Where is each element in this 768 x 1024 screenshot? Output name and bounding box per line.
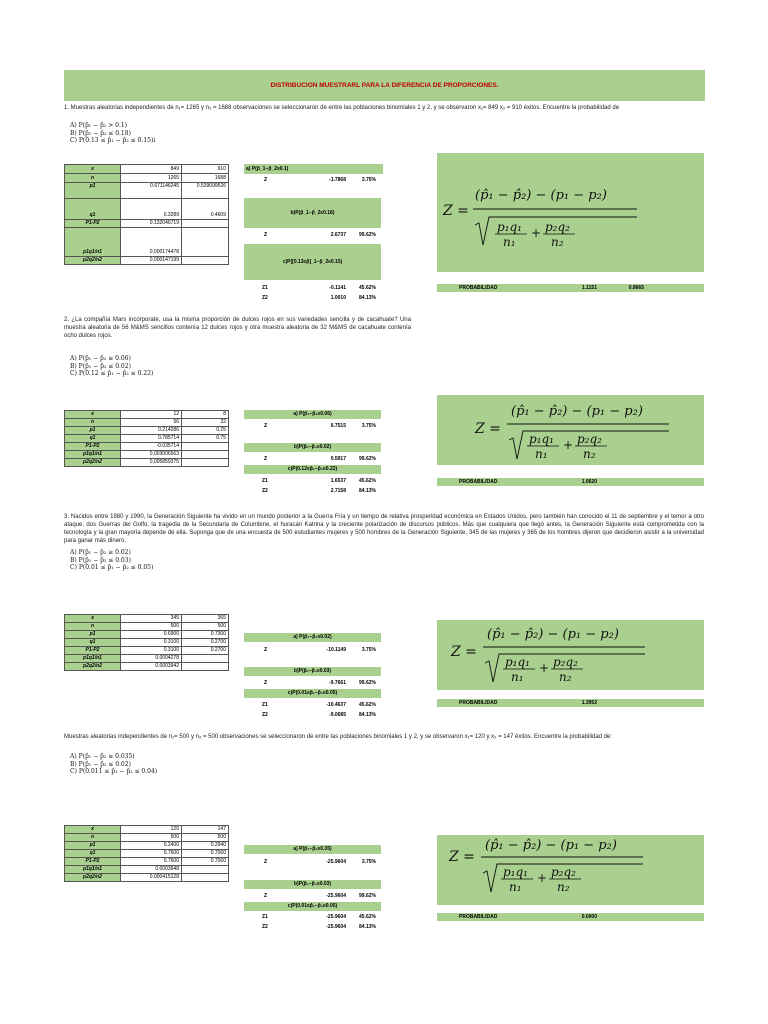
part-a-header: a) P(p̂₁−p̂₂≥0.06) <box>244 410 381 419</box>
cell: 0.2700 <box>182 639 229 647</box>
option-a: A) P(p̂₁ − p̂₂ ≥ 0.02) <box>70 549 131 556</box>
cell <box>182 459 229 467</box>
option-a: A) P(p̂₁ − p̂₂ ≥ 0.06) <box>70 355 131 362</box>
z-value: -1.7868 <box>329 177 346 183</box>
cell: 0.785714 <box>121 435 182 443</box>
probability-value: 1.3952 <box>581 700 597 706</box>
cell: 0.0003648 <box>121 866 182 874</box>
problem-1-data-table <box>64 164 229 265</box>
formula-lhs: Z = <box>443 203 469 219</box>
row-label: p1 <box>65 842 121 850</box>
z-formula-box <box>437 835 704 905</box>
z-value: -10.1149 <box>326 647 346 653</box>
cell: 500 <box>121 623 182 631</box>
z-label: Z <box>264 859 268 865</box>
formula-f2n: p₂q₂ <box>551 865 576 879</box>
z-label: Z2 <box>262 295 268 301</box>
row-label: p2q2/n2 <box>65 257 121 265</box>
cell: 0.132046719 <box>121 220 182 228</box>
probability-bar <box>437 284 704 292</box>
row-label: x <box>65 826 121 834</box>
cell <box>182 443 229 451</box>
row-label: p1 <box>65 631 121 639</box>
page-title: DISTRIBUCION MUESTRARL PARA LA DIFERENCIA DE PROPORCIONES. <box>64 70 705 101</box>
formula-num: (p̂₁ − p̂₂) − (p₁ − p₂) <box>485 838 617 853</box>
row-label: p2q2/n2 <box>65 663 121 671</box>
z-value: -10.4637 <box>326 702 346 708</box>
cell: 12 <box>121 411 182 419</box>
probability-label: PROBABILIDAD <box>459 700 498 706</box>
formula-num: (p̂₁ − p̂₂) − (p₁ − p₂) <box>511 404 643 419</box>
row-label: x <box>65 165 121 174</box>
formula-f1n: p₁q₁ <box>529 432 554 446</box>
probability-percent: 3.75% <box>361 177 376 183</box>
problem-3-statement: 3. Nacidos entre 1980 y 1990, la Generación Siguiente ha vivido en un mundo posterior a la Guerra Fría y un tiempo de relativa prosperidad económica en Estados Unidos, pero también han conocido el 11 de septiembre y el temor a otro ataque, dos Guerras del Golfo, la tragedia de la Secundaria de Columbine, el huracán Katrina y la creciente polarización de discursos públicos. Más que cualquiera que llegó antes, la Generación Siguiente está comprometida con la tecnología y la gran mayoría depende de ella. Suponga que de una encuesta de 500 estudiantes mujeres y 500 hombres de la Generación Siguiente, 345 de las mujeres y 365 de los hombres dijeron que decidieron asistir a la universidad para ganar más dinero. <box>64 514 704 544</box>
option-b: B) P(p̂₁ − p̂₂ ≤ 0.03) <box>70 556 131 564</box>
cell <box>182 874 229 882</box>
z-label: Z <box>264 647 268 653</box>
row-label: p1q1/n1 <box>65 228 121 257</box>
cell: 0.7600 <box>121 850 182 858</box>
row-label: p1 <box>65 183 121 199</box>
probability-label: PROBABILIDAD <box>459 479 498 485</box>
cell: 1265 <box>121 174 182 183</box>
cell <box>182 220 229 228</box>
cell: 0.671146245 <box>121 183 182 199</box>
cell: 0.3289 <box>121 199 182 220</box>
formula-f1d: n₁ <box>509 880 522 894</box>
row-label: P1-P2 <box>65 647 121 655</box>
cell <box>182 655 229 663</box>
cell: 0.25 <box>182 427 229 435</box>
probability-percent: 3.75% <box>361 647 376 653</box>
svg-text:+: + <box>537 871 548 885</box>
probability-value: 0.0000 <box>581 914 597 920</box>
problem-1-options <box>70 122 155 145</box>
cell: 910 <box>182 165 229 174</box>
problem-2-data-table <box>64 410 229 467</box>
option-c: C) P(0.13 ≤ p̂₁ − p̂₂ ≤ 0.15)i <box>70 137 156 144</box>
z-formula-box <box>437 620 704 690</box>
z-value: -25.9604 <box>326 914 346 920</box>
cell: 500 <box>182 623 229 631</box>
formula-f1d: n₁ <box>511 670 524 684</box>
problem-4-data-table <box>64 825 229 882</box>
problem-2-options <box>70 355 153 378</box>
formula-lhs: Z = <box>449 849 475 865</box>
z-value: 1.6537 <box>330 478 346 484</box>
part-b-header: b)P(p̂₁−p̂₂≤0.03) <box>244 667 381 676</box>
probability-value: 1.1151 <box>581 285 597 291</box>
formula-f1d: n₁ <box>535 447 548 461</box>
cell: 500 <box>182 834 229 842</box>
row-label: p1q1/n1 <box>65 655 121 663</box>
cell: 0.005859375 <box>121 459 182 467</box>
row-label: p1 <box>65 427 121 435</box>
z-label: Z <box>264 232 268 238</box>
part-b-header: b)P(p̂₁−p̂₂≤0.02) <box>244 443 381 452</box>
part-c-header: c)P(0.12≤p̂₁−p̂₂≤0.22) <box>244 465 381 474</box>
probability-bar <box>437 478 704 486</box>
probability-percent: 99.62% <box>359 893 376 899</box>
row-label: q1 <box>65 435 121 443</box>
cell: -0.035714 <box>121 443 182 451</box>
cell <box>182 257 229 265</box>
z-label: Z1 <box>262 478 268 484</box>
z-formula-box <box>437 395 704 465</box>
option-c: C) P(0.01 ≤ p̂₁ − p̂₂ ≤ 0.05) <box>70 564 154 571</box>
cell: 849 <box>121 165 182 174</box>
cell: 365 <box>182 615 229 623</box>
cell: 0.214286 <box>121 427 182 435</box>
option-b: B) P(p̂₁ − p̂₂ ≤ 0.02) <box>70 362 131 370</box>
cell: 345 <box>121 615 182 623</box>
part-b-header: b)P(p̂_1−p̂_2≤0.18) <box>244 198 381 228</box>
probability-percent: 84.13% <box>359 295 376 301</box>
cell <box>182 451 229 459</box>
row-label: P1-P2 <box>65 443 121 451</box>
row-label: p2q2/n2 <box>65 459 121 467</box>
cell: 0.0003942 <box>121 663 182 671</box>
z-value: -25.9604 <box>326 859 346 865</box>
part-c-header: c)P(0.01≤p̂₁−p̂₂≤0.05) <box>244 689 381 698</box>
probability-percent: 3.75% <box>361 859 376 865</box>
probability-bar <box>437 699 704 707</box>
row-label: n <box>65 419 121 427</box>
row-label: p2q2/n2 <box>65 874 121 882</box>
cell: 0.539099526 <box>182 183 229 199</box>
cell: 0.75 <box>182 435 229 443</box>
formula-f2d: n₂ <box>559 670 572 684</box>
z-label: Z2 <box>262 924 268 930</box>
row-label: q1 <box>65 199 121 220</box>
formula-num: (p̂₁ − p̂₂) − (p₁ − p₂) <box>487 627 619 642</box>
problem-4-statement: Muestras aleatorias independientes de n₁= 500 y n₂ = 500 observaciones se seleccionaron de entre las poblaciones binomiales 1 y 2, y se observaron x₁= 120 y x₂ = 147 éxitos. Encuentre la probabilidad de: <box>64 734 613 740</box>
option-c: C) P(0.011 ≤ p̂₁ − p̂₂ ≤ 0.04) <box>70 768 158 775</box>
z-label: Z <box>264 456 268 462</box>
problem-1-statement: 1. Muestras aleatorias independientes de n₁= 1265 y n₂ = 1688 observaciones se seleccionaron de entre las poblaciones binomiales 1 y 2, y se observaron x₁= 849 x₂ = 910 éxitos. Encuentre la probabilidad de <box>64 105 620 111</box>
option-b: B) P(p̂₁ − p̂₂ ≤ 0.18) <box>70 129 131 137</box>
row-label: P1-P2 <box>65 858 121 866</box>
cell: 500 <box>121 834 182 842</box>
z-value: -9.7661 <box>329 680 346 686</box>
z-value: 2.6737 <box>330 232 346 238</box>
part-c-header: c)P([0.13≤p̂]_1−p̂_2≤0.15) <box>244 244 381 280</box>
z-label: Z <box>264 680 268 686</box>
cell: 0.4609 <box>182 199 229 220</box>
cell: 120 <box>121 826 182 834</box>
z-value: 6.7515 <box>330 423 346 429</box>
formula-lhs: Z = <box>451 644 477 660</box>
part-c-header: c)P(0.01≤p̂₁−p̂₂≤0.05) <box>244 902 381 911</box>
z-label: Z <box>264 893 268 899</box>
formula-f2d: n₂ <box>557 880 570 894</box>
formula-f2n: p₂q₂ <box>577 432 602 446</box>
z-value: 1.0010 <box>330 295 346 301</box>
cell: 0.7060 <box>182 858 229 866</box>
cell: 8 <box>182 411 229 419</box>
probability-percent: 84.13% <box>359 924 376 930</box>
svg-text:+: + <box>531 226 542 240</box>
cell: 0.2400 <box>121 842 182 850</box>
z-value: -25.9604 <box>326 893 346 899</box>
z-formula <box>437 835 704 905</box>
cell: 0.000147199 <box>121 257 182 265</box>
part-a-header: a) P(p̂₁−p̂₂≥0.02) <box>244 633 381 642</box>
formula-f2d: n₂ <box>583 447 596 461</box>
row-label: x <box>65 615 121 623</box>
cell: 1688 <box>182 174 229 183</box>
cell: 0.7060 <box>182 850 229 858</box>
z-formula <box>437 395 704 465</box>
probability-label: PROBABILIDAD <box>459 285 498 291</box>
cell <box>182 663 229 671</box>
probability-percent: 99.62% <box>359 456 376 462</box>
part-a-header: a) P(p̂_1−p̂_2≥0.1) <box>244 164 383 174</box>
cell: 0.7300 <box>182 631 229 639</box>
cell <box>182 866 229 874</box>
option-a: A) P(p̂₁ − p̂₂ > 0.1) <box>70 122 128 129</box>
z-formula <box>437 153 704 272</box>
z-label: Z2 <box>262 712 268 718</box>
cell: 56 <box>121 419 182 427</box>
z-value: -25.9604 <box>326 924 346 930</box>
option-c: C) P(0.12 ≤ p̂₁ − p̂₂ ≤ 0.22) <box>70 370 154 377</box>
probability-percent: 45.62% <box>359 478 376 484</box>
row-label: p1q1/n1 <box>65 866 121 874</box>
cell: 0.6900 <box>121 631 182 639</box>
probability-percent: 45.62% <box>359 285 376 291</box>
row-label: q1 <box>65 639 121 647</box>
z-label: Z <box>264 177 268 183</box>
probability-value: 0.8665 <box>628 285 644 291</box>
probability-percent: 84.13% <box>359 488 376 494</box>
option-a: A) P(p̂₁ − p̂₂ ≥ 0.035) <box>70 753 135 760</box>
cell: 0.2700 <box>182 647 229 655</box>
cell: 0.0004278 <box>121 655 182 663</box>
z-label: Z <box>264 423 268 429</box>
probability-percent: 3.75% <box>361 423 376 429</box>
row-label: n <box>65 623 121 631</box>
row-label: q1 <box>65 850 121 858</box>
z-label: Z1 <box>262 702 268 708</box>
cell: 0.000415128 <box>121 874 182 882</box>
z-formula <box>437 620 704 690</box>
cell: 0.3100 <box>121 647 182 655</box>
part-a-header: a) P(p̂₁−p̂₂≥0.35) <box>244 845 381 854</box>
formula-f1n: p₁q₁ <box>497 220 522 234</box>
z-label: Z2 <box>262 488 268 494</box>
problem-3-data-table <box>64 614 229 671</box>
z-label: Z1 <box>262 285 268 291</box>
probability-value: 1.0620 <box>581 479 597 485</box>
cell: 0.2940 <box>182 842 229 850</box>
formula-lhs: Z = <box>475 421 501 437</box>
z-value: -9.0685 <box>329 712 346 718</box>
z-formula-box <box>437 153 704 272</box>
z-value: 0.5917 <box>330 456 346 462</box>
cell: 147 <box>182 826 229 834</box>
formula-f2d: n₂ <box>551 235 564 249</box>
problem-4-options <box>70 753 157 776</box>
probability-percent: 84.13% <box>359 712 376 718</box>
formula-num: (p̂₁ − p̂₂) − (p₁ − p₂) <box>475 188 607 203</box>
formula-f2n: p₂q₂ <box>553 655 578 669</box>
problem-3-options <box>70 549 153 572</box>
svg-text:+: + <box>563 438 574 452</box>
cell: 0.003006563 <box>121 451 182 459</box>
row-label: n <box>65 834 121 842</box>
svg-text:+: + <box>539 661 550 675</box>
probability-percent: 45.62% <box>359 702 376 708</box>
problem-2-statement: 2. ¿La compañía Mars incorporate, usa la misma proporción de dulces rojos en sus variedades sencilla y de cacahuate? Una muestra aleatoria de 56 M&MS sencillos contenía 12 dulces rojos y otra muestra aleatoria de 32 M&MS de cacahuate contenía ocho dulces rojos. <box>64 317 411 339</box>
row-label: n <box>65 174 121 183</box>
formula-f1n: p₁q₁ <box>503 865 528 879</box>
row-label: p1q1/n1 <box>65 451 121 459</box>
z-value: -0.1141 <box>329 285 346 291</box>
cell: 0.000174478 <box>121 228 182 257</box>
formula-f1n: p₁q₁ <box>505 655 530 669</box>
z-value: 2.7158 <box>330 488 346 494</box>
row-label: P1-P2 <box>65 220 121 228</box>
probability-percent: 99.62% <box>359 232 376 238</box>
cell: 0.3100 <box>121 639 182 647</box>
formula-f1d: n₁ <box>503 235 516 249</box>
cell: 32 <box>182 419 229 427</box>
z-label: Z1 <box>262 914 268 920</box>
cell: 0.7600 <box>121 858 182 866</box>
cell <box>182 228 229 257</box>
probability-percent: 99.62% <box>359 680 376 686</box>
part-b-header: b)P(p̂₁−p̂₂≤0.03) <box>244 880 381 889</box>
option-b: B) P(p̂₁ − p̂₂ ≤ 0.02) <box>70 760 131 768</box>
row-label: x <box>65 411 121 419</box>
probability-percent: 45.62% <box>359 914 376 920</box>
probability-label: PROBABILIDAD <box>459 914 498 920</box>
formula-f2n: p₂q₂ <box>545 220 570 234</box>
probability-bar <box>437 913 704 921</box>
